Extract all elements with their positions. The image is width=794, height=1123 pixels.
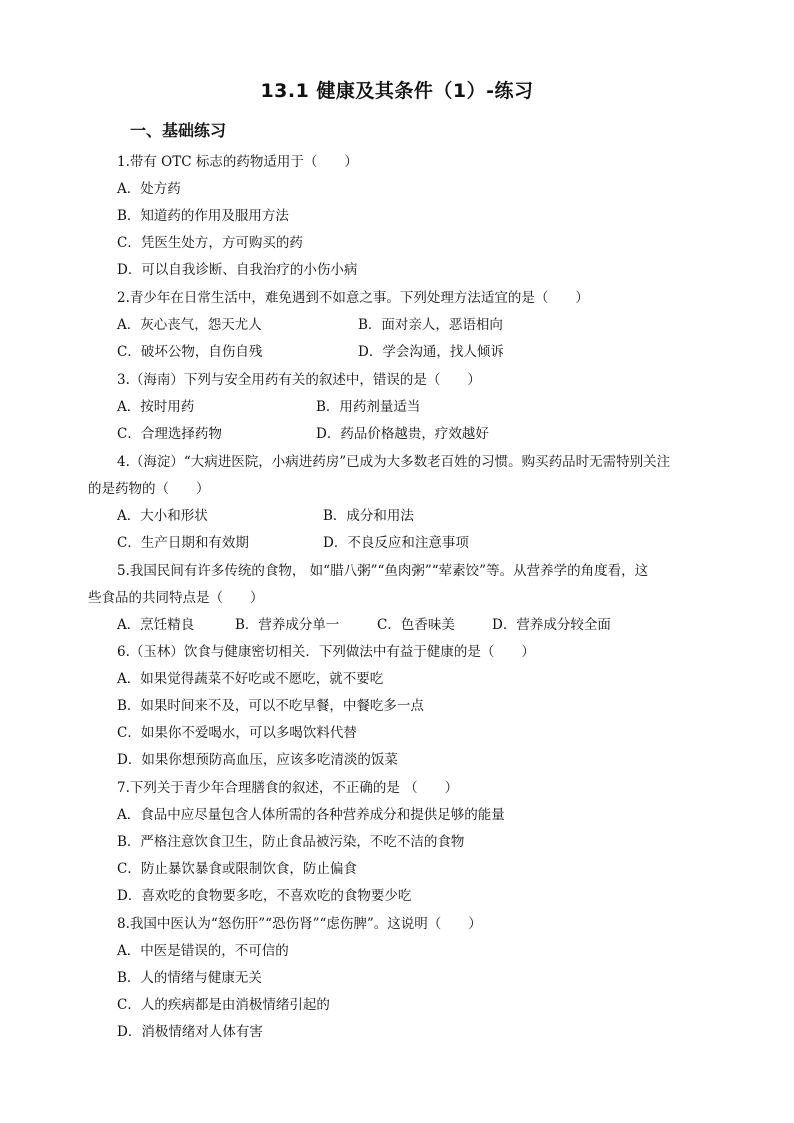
question-8-option-d: D．消极情绪对人体有害 bbox=[117, 1024, 263, 1040]
question-1-option-c: C．凭医生处方，方可购买的药 bbox=[117, 235, 303, 251]
question-8-option-a: A．中医是错误的，不可信的 bbox=[117, 943, 289, 959]
question-8-option-c: C．人的疾病都是由消极情绪引起的 bbox=[117, 997, 330, 1013]
question-1-option-d: D．可以自我诊断、自我治疗的小伤小病 bbox=[117, 262, 358, 278]
question-7-option-c: C．防止暴饮暴食或限制饮食，防止偏食 bbox=[117, 861, 357, 877]
question-2-option-c: C．破坏公物，自伤自残 bbox=[117, 344, 263, 360]
document-title: 13.1 健康及其条件（1）-练习 bbox=[260, 80, 534, 102]
question-4-stem-line-1: 4.（海淀）“大病进医院，小病进药房”已成为大多数老百姓的习惯。购买药品时无需特别关注 bbox=[117, 454, 671, 470]
question-1-stem: 1.带有 OTC 标志的药物适用于（ ） bbox=[117, 154, 358, 170]
question-4-stem-line-2: 的是药物的（ ） bbox=[88, 481, 210, 497]
question-3-option-a: A．按时用药 bbox=[117, 399, 195, 415]
question-3-option-b: B．用药剂量适当 bbox=[316, 399, 421, 415]
question-6-option-c: C．如果你不爱喝水，可以多喝饮料代替 bbox=[117, 725, 357, 741]
question-5-option-c: C．色香味美 bbox=[377, 617, 455, 633]
question-2-stem: 2.青少年在日常生活中，难免遇到不如意之事。下列处理方法适宜的是（ ） bbox=[117, 290, 589, 306]
question-1-option-a: A．处方药 bbox=[117, 181, 181, 197]
question-6-stem: 6.（玉林）饮食与健康密切相关．下列做法中有益于健康的是（ ） bbox=[117, 644, 535, 660]
question-2-option-a: A．灰心丧气，怨天尤人 bbox=[117, 317, 262, 333]
question-6-option-d: D．如果你想预防高血压，应该多吃清淡的饭菜 bbox=[117, 752, 398, 768]
question-3-stem: 3.（海南）下列与安全用药有关的叙述中，错误的是（ ） bbox=[117, 372, 481, 388]
question-4-option-a: A．大小和形状 bbox=[117, 508, 208, 524]
question-8-option-b: B．人的情绪与健康无关 bbox=[117, 970, 262, 986]
question-5-stem-line-2: 些食品的共同特点是（ ） bbox=[88, 590, 264, 606]
section-heading: 一、基础练习 bbox=[130, 121, 227, 140]
question-7-stem: 7.下列关于青少年合理膳食的叙述，不正确的是 （ ） bbox=[117, 780, 459, 796]
question-4-option-c: C．生产日期和有效期 bbox=[117, 535, 249, 551]
question-5-stem-line-1: 5.我国民间有许多传统的食物， 如“腊八粥”“鱼肉粥”“荤素饺”等。从营养学的角度看，这 bbox=[117, 563, 649, 579]
question-1-option-b: B．知道药的作用及服用方法 bbox=[117, 208, 289, 224]
question-7-option-a: A．食品中应尽量包含人体所需的各种营养成分和提供足够的能量 bbox=[117, 807, 505, 823]
question-6-option-b: B．如果时间来不及，可以不吃早餐，中餐吃多一点 bbox=[117, 698, 424, 714]
question-6-option-a: A．如果觉得蔬菜不好吃或不愿吃，就不要吃 bbox=[117, 671, 384, 687]
question-5-option-b: B．营养成分单一 bbox=[235, 617, 340, 633]
question-4-option-b: B．成分和用法 bbox=[323, 508, 414, 524]
question-3-option-d: D．药品价格越贵，疗效越好 bbox=[316, 426, 489, 442]
question-4-option-d: D．不良反应和注意事项 bbox=[323, 535, 469, 551]
question-5-option-d: D．营养成分较全面 bbox=[492, 617, 611, 633]
question-2-option-d: D．学会沟通，找人倾诉 bbox=[358, 344, 504, 360]
question-7-option-d: D．喜欢吃的食物要多吃，不喜欢吃的食物要少吃 bbox=[117, 888, 412, 904]
question-8-stem: 8.我国中医认为“怒伤肝”“恐伤肾”“虑伤脾”。这说明（ ） bbox=[117, 916, 482, 932]
question-2-option-b: B．面对亲人，恶语相向 bbox=[358, 317, 503, 333]
question-5-option-a: A．烹饪精良 bbox=[117, 617, 195, 633]
question-7-option-b: B．严格注意饮食卫生，防止食品被污染，不吃不洁的食物 bbox=[117, 834, 465, 850]
question-3-option-c: C．合理选择药物 bbox=[117, 426, 222, 442]
